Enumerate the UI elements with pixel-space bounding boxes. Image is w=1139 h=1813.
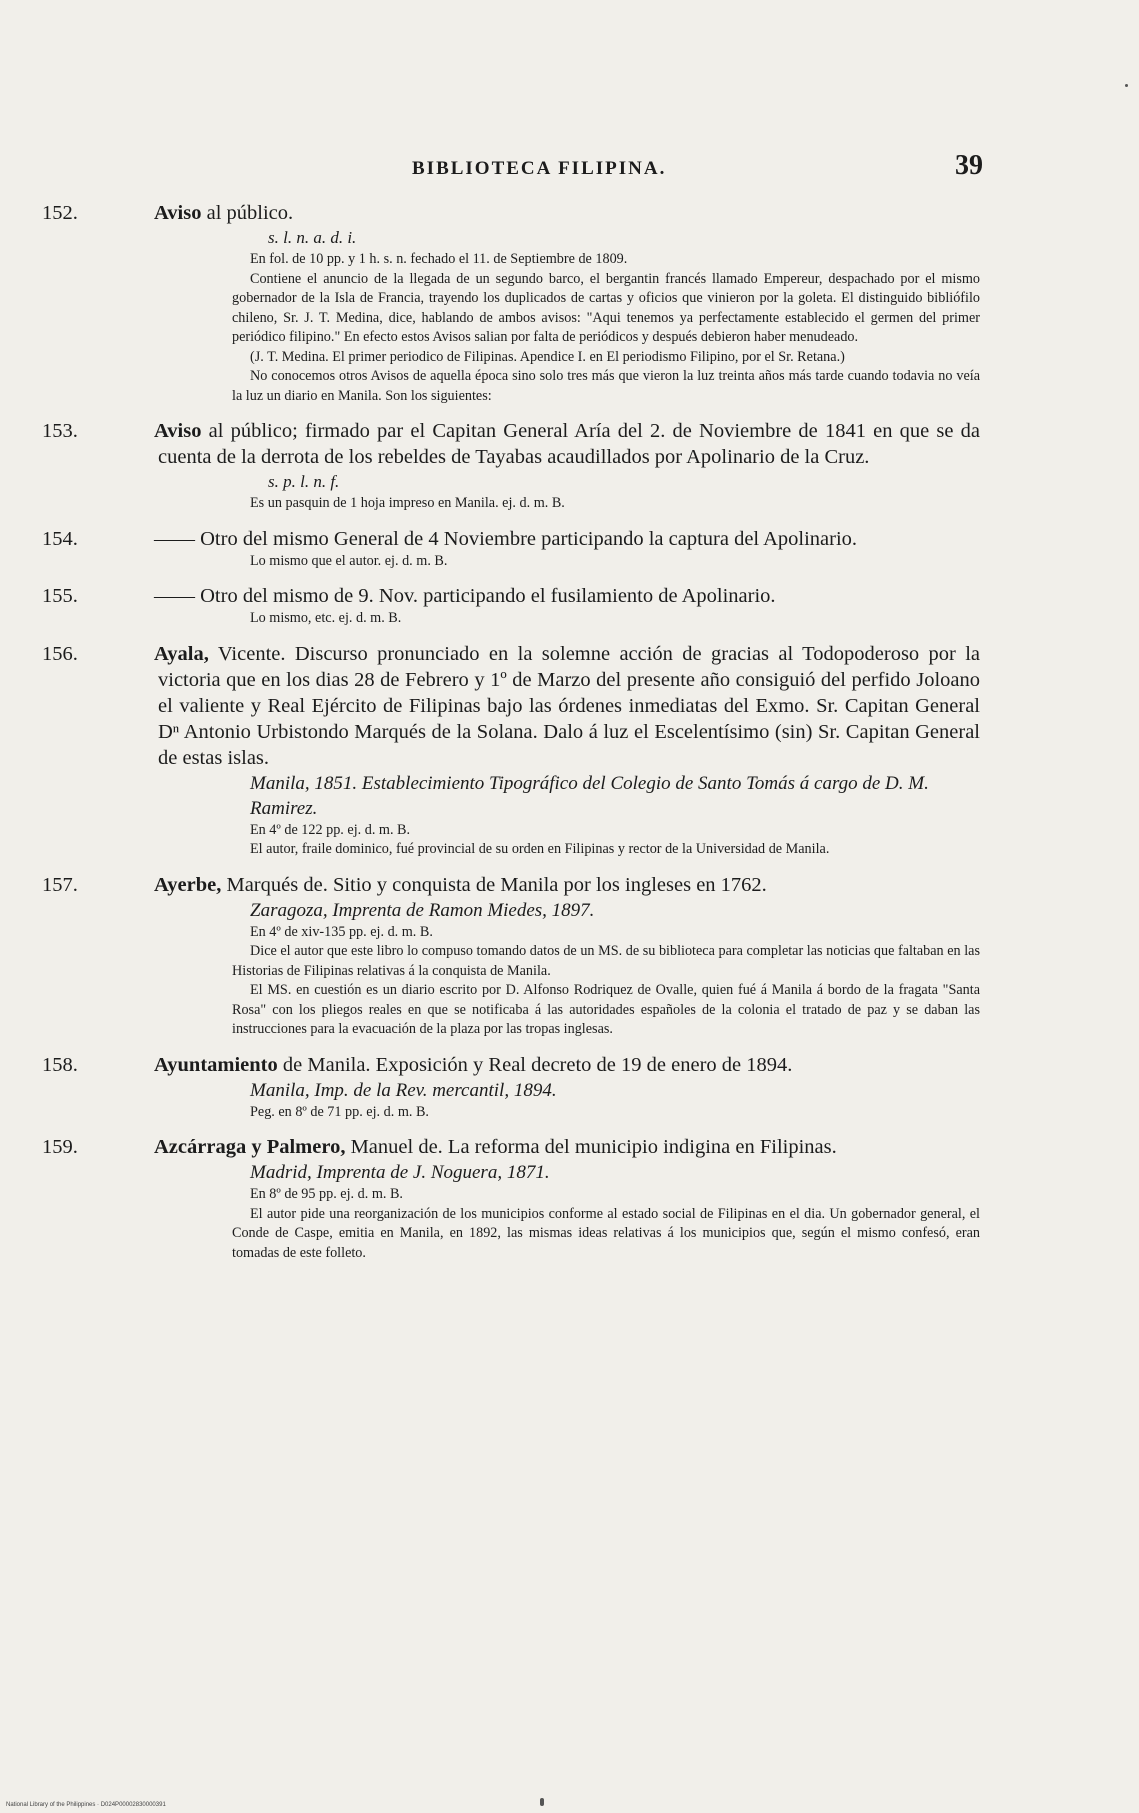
entry-imprint: Zaragoza, Imprenta de Ramon Miedes, 1897. [250, 899, 595, 921]
entry-heading [42, 1052, 980, 1078]
running-title: BIBLIOTECA FILIPINA. [412, 158, 667, 179]
entry-number: 159. [42, 1136, 78, 1158]
entry-title: Otro del mismo General de 4 Noviembre participando la captura del Apolinario. [200, 527, 858, 550]
entry-157 [42, 872, 980, 1040]
entry-note: En 8º de 95 pp. ej. d. m. B. [250, 1186, 403, 1202]
entry-note: Lo mismo, etc. ej. d. m. B. [250, 610, 402, 626]
entry-author: Ayerbe, [154, 873, 222, 896]
entry-title: al público. [206, 202, 294, 224]
entry-number: 154. [42, 527, 78, 550]
entry-author: —— [154, 585, 195, 607]
entry-153 [42, 418, 981, 514]
entry-heading [42, 526, 980, 552]
entry-number: 158. [42, 1053, 78, 1076]
entry-title: de Manila. Exposición y Real decreto de 19 de enero de 1894. [282, 1053, 793, 1076]
scan-speck [1125, 84, 1128, 87]
entry-author: Ayala, [154, 642, 209, 665]
bibliography-list [42, 200, 981, 1275]
entry-author: Aviso [154, 202, 202, 224]
entry-heading [42, 1134, 980, 1160]
entry-heading [42, 418, 981, 470]
entry-author: Aviso [154, 420, 202, 442]
entry-note: En 4º de xiv-135 pp. ej. d. m. B. [250, 923, 433, 940]
entry-note: Peg. en 8º de 71 pp. ej. d. m. B. [250, 1103, 429, 1120]
entry-title: al público; firmado par el Capitan General Aría del 2. de Noviembre de 1841 en que se da cuenta de la derrota de los rebeldes de Tayabas acaudillados por Apolinario de la Cruz. [158, 420, 981, 468]
entry-imprint: Manila, 1851. Establecimiento Tipográfico del Colegio de Santo Tomás á cargo de D. M. Ramirez. [250, 772, 929, 819]
entry-note: El autor, fraile dominico, fué provincial de su orden en Filipinas y rector de la Universidad de Manila. [250, 841, 830, 857]
entry-title: Manuel de. La reforma del municipio indigina en Filipinas. [350, 1136, 837, 1158]
entry-note: Es un pasquin de 1 hoja impreso en Manila. ej. d. m. B. [250, 495, 565, 511]
entry-author: Ayuntamiento [154, 1053, 278, 1076]
entry-152 [42, 200, 980, 406]
entry-155 [42, 583, 980, 629]
entry-imprint: s. p. l. n. f. [268, 472, 340, 491]
entry-number: 153. [42, 420, 78, 442]
entry-number: 152. [42, 202, 78, 224]
entry-number: 155. [42, 585, 78, 607]
entry-imprint: Manila, Imp. de la Rev. mercantil, 1894. [250, 1079, 557, 1101]
page-header [0, 150, 1139, 190]
entry-154 [42, 526, 980, 572]
entry-note: No conocemos otros Avisos de aquella época sino solo tres más que vieron la luz treinta años más tarde cuando todavia no veía la luz un diario en Manila. Son los siguientes: [232, 368, 980, 404]
entry-author: Azcárraga y Palmero, [154, 1136, 346, 1158]
scan-source-label: National Library of the Philippines · D024P00002830000391 [6, 1802, 166, 1808]
entry-heading [42, 641, 981, 771]
entry-note: En fol. de 10 pp. y 1 h. s. n. fechado el 11. de Septiembre de 1809. [250, 251, 628, 267]
entry-title: Otro del mismo de 9. Nov. participando el fusilamiento de Apolinario. [200, 585, 776, 607]
page-number: 39 [955, 150, 983, 181]
entry-number: 157. [42, 873, 78, 896]
entry-author: —— [154, 527, 195, 550]
entry-note: Contiene el anuncio de la llegada de un segundo barco, el bergantin francés llamado Empereur, despachado por el mismo gobernador de la Isla de Francia, trayendo los duplicados de cartas y oficios que vinieron por la goleta. El distinguido bibliófilo chileno, Sr. J. T. Medina, dice, hablando de ambos avisos: "Aqui tenemos ya perfectamente establecido el germen del primer periódico filipino." En efecto estos Avisos salian por falta de periódicos y después debieron haber menudeado. [232, 270, 980, 345]
entry-title: Vicente. Discurso pronunciado en la solemne acción de gracias al Todopoderoso por la victoria que en los dias 28 de Febrero y 1º de Marzo del presente año consiguió del perfido Joloano el valiente y Real Ejército de Filipinas bajo las órdenes inmediatas del Exmo. Sr. Capitan General Dⁿ Antonio Urbistondo Marqués de la Solana. Dalo á luz el Escelentísimo (sin) Sr. Capitan General de estas islas. [158, 642, 981, 769]
entry-note: Dice el autor que este libro lo compuso tomando datos de un MS. de su biblioteca para completar las noticias que faltaban en las Historias de Filipinas relativas á la conquista de Manila. [232, 943, 980, 979]
scan-speck [540, 1798, 544, 1806]
entry-imprint: s. l. n. a. d. i. [268, 228, 357, 247]
entry-note: En 4º de 122 pp. ej. d. m. B. [250, 821, 411, 838]
entry-number: 156. [42, 642, 78, 665]
entry-heading [42, 872, 980, 898]
entry-note: (J. T. Medina. El primer periodico de Filipinas. Apendice I. en El periodismo Filipino, por el Sr. Retana.) [250, 348, 845, 365]
entry-note: Lo mismo que el autor. ej. d. m. B. [250, 552, 448, 569]
entry-note: El MS. en cuestión es un diario escrito por D. Alfonso Rodriquez de Ovalle, quien fué á Manila á bordo de la fragata "Santa Rosa" con los pliegos reales en que se notificaba á las autoridades españoles de la colonia el tratado de paz y se daban las instrucciones para la evacuación de la plaza por las tropas inglesas. [232, 982, 980, 1037]
entry-title: Marqués de. Sitio y conquista de Manila por los ingleses en 1762. [226, 873, 767, 896]
entry-note: El autor pide una reorganización de los municipios conforme al estado social de Filipinas en el dia. Un gobernador general, el Conde de Caspe, emitia en Manila, en 1892, las mismas ideas relativas á los municipios que, según el mismo confesó, eran tomadas de este folleto. [232, 1205, 980, 1261]
entry-156 [42, 641, 981, 860]
entry-heading [42, 583, 980, 609]
entry-158 [42, 1052, 980, 1123]
entry-heading [42, 200, 980, 226]
entry-imprint: Madrid, Imprenta de J. Noguera, 1871. [250, 1162, 550, 1183]
entry-159 [42, 1134, 980, 1263]
